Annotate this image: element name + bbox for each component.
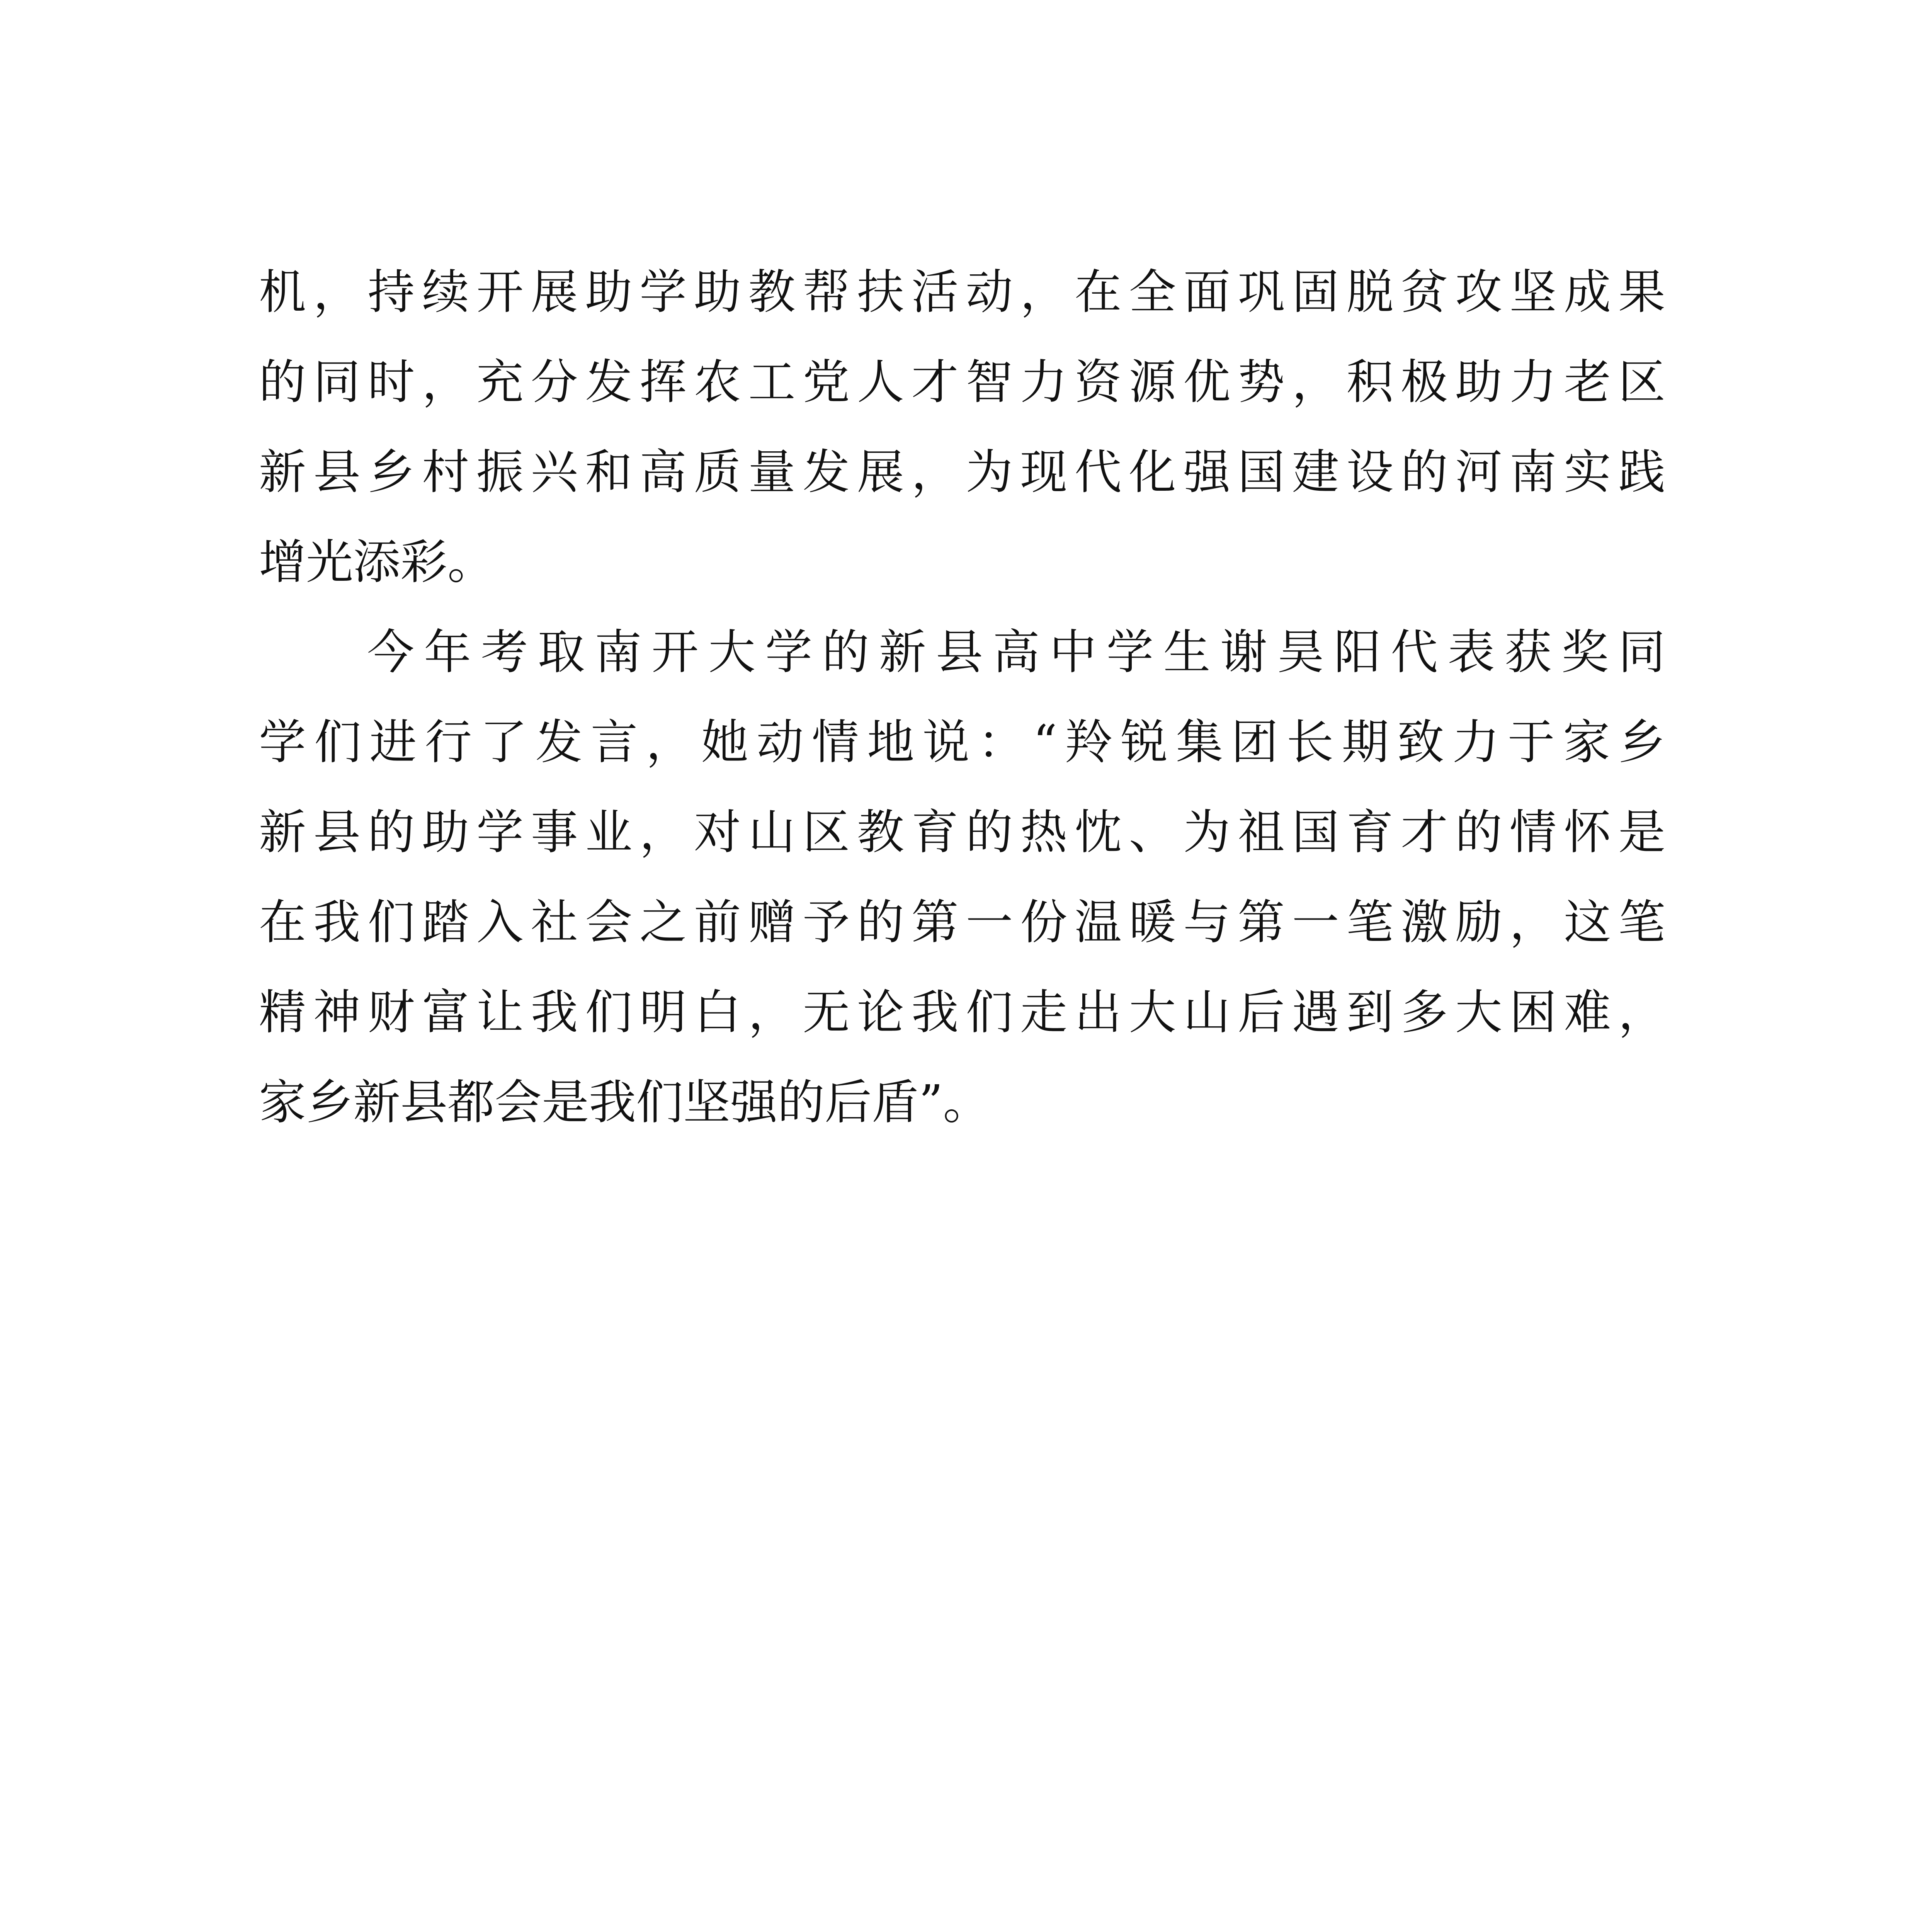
text-line: 学们进行了发言，她动情地说：“羚锐集团长期致力于家乡 — [259, 715, 1665, 770]
text-line: 新县的助学事业，对山区教育的热忱、为祖国育才的情怀是 — [259, 805, 1665, 860]
text-line: 家乡新县都会是我们坚强的后盾”。 — [259, 1075, 990, 1130]
text-line: 机，持续开展助学助教帮扶活动，在全面巩固脱贫攻坚成果 — [259, 265, 1665, 320]
text-line: 精神财富让我们明白，无论我们走出大山后遇到多大困难， — [259, 985, 1665, 1040]
paragraph-first-line: 今年考取南开大学的新县高中学生谢昊阳代表获奖同 — [367, 625, 1665, 680]
body-text — [259, 247, 1665, 1148]
text-line: 新县乡村振兴和高质量发展，为现代化强国建设的河南实践 — [259, 445, 1665, 500]
text-line: 的同时，充分发挥农工党人才智力资源优势，积极助力老区 — [259, 355, 1665, 410]
text-line: 增光添彩。 — [259, 535, 495, 590]
text-line: 在我们踏入社会之前赠予的第一份温暖与第一笔激励，这笔 — [259, 895, 1665, 950]
